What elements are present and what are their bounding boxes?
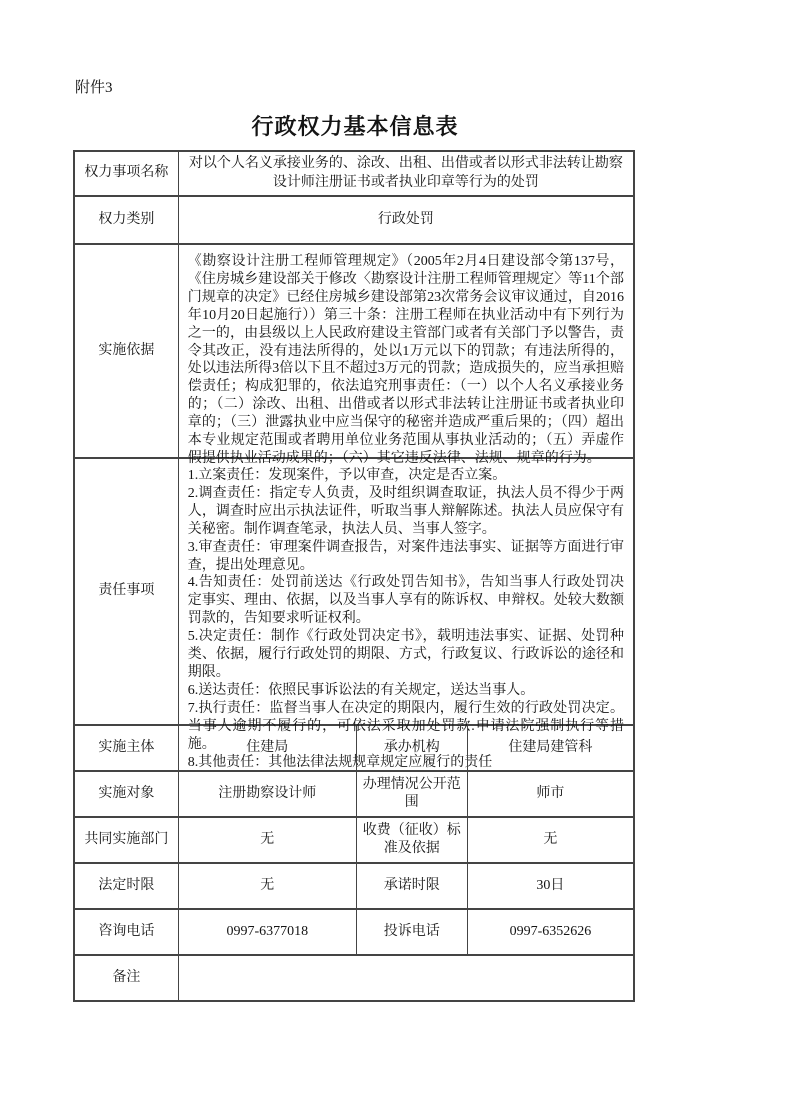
row-label: 实施对象	[75, 772, 179, 816]
row-label: 共同实施部门	[75, 818, 179, 862]
table-row-time-limits	[75, 864, 633, 910]
cell-target: 注册勘察设计师	[179, 772, 357, 816]
cell-power-name-value: 对以个人名义承接业务的、涂改、出租、出借或者以形式非法转让勘察设计师注册证书或者执业印章等行为的处罚	[188, 155, 623, 190]
duty-item-6: 6.送达责任：依照民事诉讼法的有关规定，送达当事人。	[187, 682, 535, 698]
cell-power-category-value: 行政处罚	[377, 211, 434, 227]
table-row-power-name	[75, 152, 633, 197]
row-label: 法定时限	[75, 864, 179, 908]
cell-implementing-body: 住建局	[179, 726, 357, 770]
table-row-legal-basis	[75, 245, 633, 466]
info-table	[73, 150, 635, 1002]
row-label: 承办机构	[357, 726, 468, 770]
cell-remarks-value	[179, 956, 633, 1000]
cell-complaint-phone: 0997-6352626	[509, 923, 592, 939]
duty-item-8: 8.其他责任：其他法律法规规章规定应履行的责任	[187, 754, 493, 770]
row-label: 责任事项	[75, 459, 179, 724]
duty-item-2: 2.调查责任：指定专人负责，及时组织调查取证，执法人员不得少于两人，调查时应出示执法证件，听取当事人辩解陈述。执法人员应保守有关秘密。制作调查笔录，执法人员、当事人签字。	[187, 485, 624, 537]
row-label: 咨询电话	[75, 910, 179, 954]
table-row-remarks	[75, 956, 633, 1000]
row-label: 投诉电话	[357, 910, 468, 954]
attachment-label: 附件3	[75, 80, 113, 96]
row-label: 权力类别	[75, 197, 179, 243]
duty-item-4: 4.告知责任：处罚前送达《行政处罚告知书》，告知当事人行政处罚决定事实、理由、依据，以及当事人享有的陈诉权、申辩权。处较大数额罚款的，告知要求听证权利。	[187, 575, 624, 627]
row-label: 办理情况公开范围	[357, 772, 468, 816]
table-row-target	[75, 772, 633, 818]
cell-statutory-limit: 无	[179, 864, 357, 908]
duty-item-3: 3.审查责任：审理案件调查报告，对案件违法事实、证据等方面进行审查，提出处理意见。	[187, 539, 624, 573]
row-label: 权力事项名称	[75, 152, 179, 195]
cell-fee-standard: 无	[543, 831, 558, 847]
table-row-phones	[75, 910, 633, 956]
cell-inquiry-phone: 0997-6377018	[179, 910, 357, 954]
cell-handling-agency: 住建局建管科	[508, 739, 593, 755]
cell-promised-limit: 30日	[536, 877, 565, 893]
duty-item-1: 1.立案责任：发现案件，予以审查，决定是否立案。	[187, 468, 507, 483]
row-label: 收费（征收）标准及依据	[357, 818, 468, 862]
row-label: 实施主体	[75, 726, 179, 770]
row-label: 实施依据	[75, 245, 179, 457]
cell-joint-departments: 无	[179, 818, 357, 862]
duty-item-7: 7.执行责任：监督当事人在决定的期限内，履行生效的行政处罚决定。当事人逾期不履行的，可依法采取加处罚款.申请法院强制执行等措施。	[187, 700, 624, 752]
page-title: 行政权力基本信息表	[251, 114, 459, 139]
duty-item-5: 5.决定责任：制作《行政处罚决定书》，载明违法事实、证据、处罚种类、依据，履行行政处罚的期限、方式，行政复议、行政诉讼的途径和期限。	[187, 629, 624, 680]
table-row-power-category	[75, 197, 633, 245]
row-label: 备注	[75, 956, 179, 1000]
table-row-joint-departments	[75, 818, 633, 864]
cell-disclosure-scope: 师市	[536, 785, 565, 801]
table-row-implementing-body	[75, 726, 633, 772]
cell-legal-basis-value: 《勘察设计注册工程师管理规定》（2005年2月4日建设部令第137号，《住房城乡建设部关于修改〈勘察设计注册工程师管理规定〉等11个部门规章的决定》已经住房城乡建设部第23次常务会议审议通过，自2016年10月20日起施行））第三十条：注册工程师在执业活动中有下列行为之一的，由县级以上人民政府建设主管部门或者有关部门予以警告，责令其改正，没有违法所得的，处以1万元以下的罚款；有违法所得的，处以违法所得3倍以下且不超过3万元的罚款；造成损失的，应当承担赔偿责任；构成犯罪的，依法追究刑事责任：（一）以个人名义承接业务的；（二）涂改、出租、出借或者以形式非法转让注册证书或者执业印章的；（三）泄露执业中应当保守的秘密并造成严重后果的；（四）超出本专业规定范围或者聘用单位业务范围从事执业活动的；（五）弄虚作假提供执业活动成果的；（六）其它违反法律、法规、规章的行为。	[187, 254, 624, 466]
row-label: 承诺时限	[357, 864, 468, 908]
